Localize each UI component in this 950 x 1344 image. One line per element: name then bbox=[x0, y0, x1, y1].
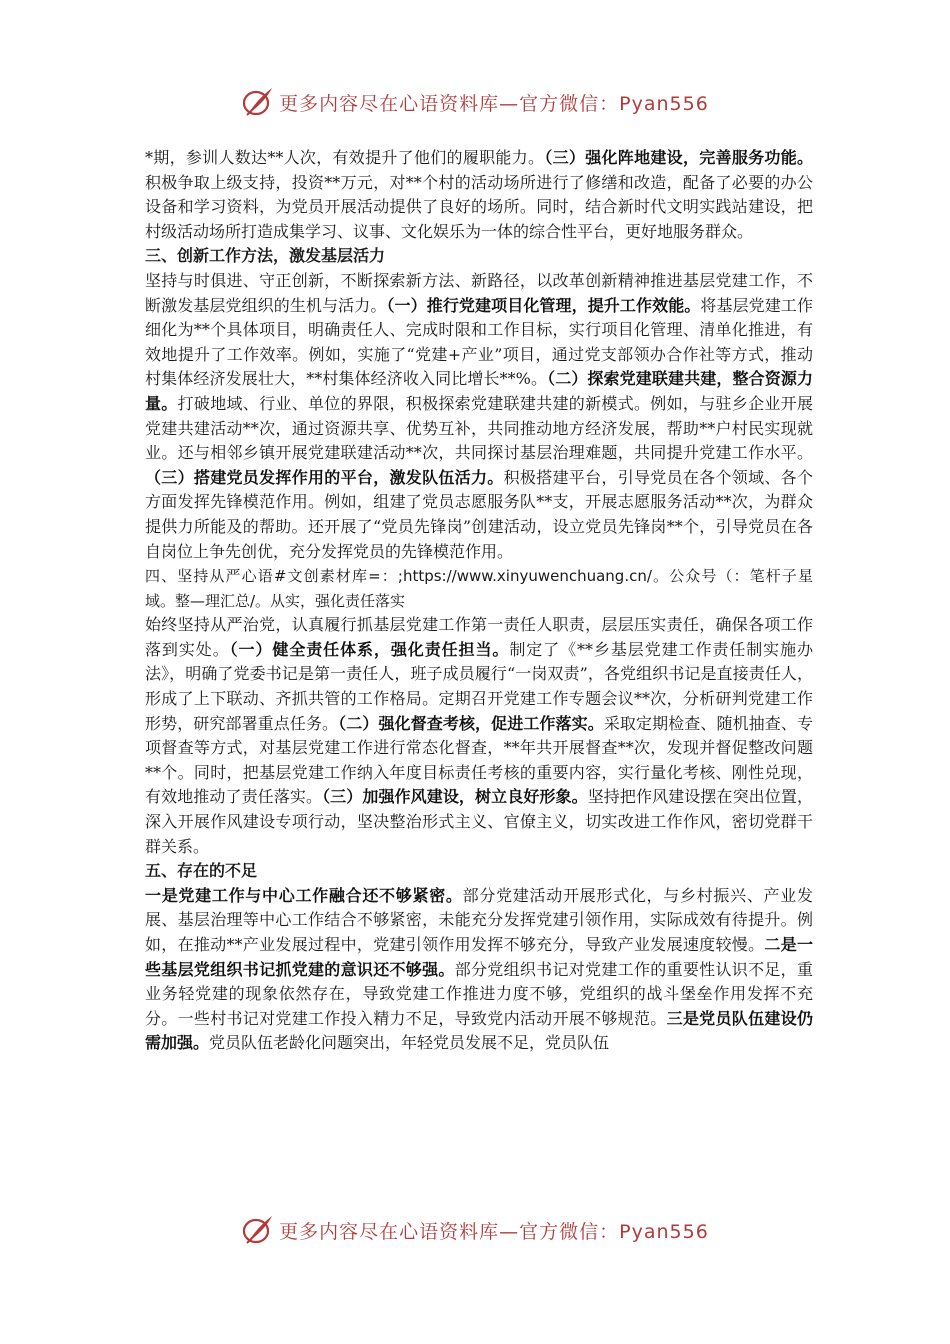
header-watermark-banner bbox=[0, 82, 950, 122]
quill-pen-logo-icon bbox=[241, 1213, 275, 1247]
text-run: 部分党组织书记对党建工作的重要性认识不足，重业务轻党建的现象依然存在，导致党建工作推进力度不够，党组织的战斗堡垒作用发挥不充分。一些村书记对党建工作投入精力不足，导致党内活动开展不够规范。 bbox=[145, 959, 813, 1028]
paragraph-1 bbox=[145, 146, 813, 244]
bold-run: 三是党员队伍建设仍需加强。 bbox=[145, 1008, 813, 1053]
text-run: 坚持把作风建设摆在突出位置，深入开展作风建设专项行动，坚决整治形式主义、官僚主义，切实改进工作作风，密切党群干群关系。 bbox=[145, 787, 813, 856]
text-run: *期，参训人数达**人次，有效提升了他们的履职能力。 bbox=[145, 148, 545, 167]
bold-run: （二）强化督查考核，促进工作落实。 bbox=[338, 713, 604, 733]
quill-pen-logo-icon bbox=[241, 85, 275, 119]
bold-run: （一）健全责任体系，强化责任担当。 bbox=[229, 639, 510, 659]
bold-run: （二）探索党建联建共建，整合资源力量。 bbox=[145, 369, 813, 413]
bold-run: 二是一些基层党组织书记抓党建的意识还不够强。 bbox=[145, 935, 813, 979]
bold-run: 一是党建工作与中心工作融合还不够紧密。 bbox=[145, 885, 463, 905]
text-run: 始终坚持从严治党，认真履行抓基层党建工作第一责任人职责，层层压实责任，确保各项工作落到实处。 bbox=[145, 615, 813, 659]
paragraph-2 bbox=[145, 269, 813, 564]
section-heading-4: 四、坚持从严心语#文创素材库=：;https://www.xinyuwenchuang.cn/。公众号（：笔杆子星域。整—理汇总/。从实，强化责任落实 bbox=[145, 567, 813, 610]
text-run: 打破地域、行业、单位的界限，积极探索党建联建共建的新模式。例如，与驻乡企业开展党建共建活动**次，通过资源共享、优势互补，共同推动地方经济发展，帮助**户村民实现就业。还与相邻乡镇开展党建联建活动**次，共同探讨基层治理难题，共同提升党建工作水平。 bbox=[145, 393, 813, 463]
text-run: 积极搭建平台，引导党员在各个领域、各个方面发挥先锋模范作用。例如，组建了党员志愿服务队**支，开展志愿服务活动**次，为群众提供力所能及的帮助。还开展了“党员先锋岗”创建活动，设立党员先锋岗**个，引导党员在各自岗位上争先创优，充分发挥党员的先锋模范作用。 bbox=[145, 467, 813, 561]
watermark-text: 更多内容尽在心语资料库—官方微信：Pyan556 bbox=[279, 92, 709, 115]
document-body bbox=[145, 146, 813, 1056]
bold-run: （三）加强作风建设，树立良好形象。 bbox=[322, 787, 588, 807]
text-run: 将基层党建工作细化为**个具体项目，明确责任人、完成时限和工作目标，实行项目化管理、清单化推进，有效地提升了工作效率。例如，实施了“党建+产业”项目，通过党支部领办合作社等方式，推动村集体经济发展壮大，**村集体经济收入同比增长**%。 bbox=[145, 295, 813, 389]
footer-watermark-banner bbox=[0, 1210, 950, 1250]
bold-run: （三）强化阵地建设，完善服务功能。 bbox=[544, 148, 813, 167]
section-heading-5: 五、存在的不足 bbox=[145, 861, 258, 881]
bold-run: （一）推行党建项目化管理，提升工作效能。 bbox=[386, 295, 701, 315]
text-run: 制定了《**乡基层党建工作责任制实施办法》，明确了党委书记是第一责任人，班子成员履行“一岗双责”，各党组织书记是直接责任人，形成了上下联动、齐抓共管的工作格局。定期召开党建工作专题会议**次，分析研判党建工作形势，研究部署重点任务。 bbox=[145, 639, 813, 733]
text-run: 坚持与时俱进、守正创新，不断探索新方法、新路径，以改革创新精神推进基层党建工作，不断激发基层党组织的生机与活力。 bbox=[145, 270, 813, 315]
paragraph-4 bbox=[145, 884, 813, 1056]
watermark-text: 更多内容尽在心语资料库—官方微信：Pyan556 bbox=[279, 1220, 709, 1243]
paragraph-3 bbox=[145, 613, 813, 859]
text-run: 积极争取上级支持，投资**万元，对**个村的活动场所进行了修缮和改造，配备了必要的办公设备和学习资料，为党员开展活动提供了良好的场所。同时，结合新时代文明实践站建设，把村级活动场所打造成集学习、议事、文化娱乐为一体的综合性平台，更好地服务群众。 bbox=[145, 172, 813, 241]
text-run: 党员队伍老龄化问题突出，年轻党员发展不足，党员队伍 bbox=[209, 1033, 610, 1053]
section-heading-3: 三、创新工作方法，激发基层活力 bbox=[145, 246, 386, 266]
text-run: 采取定期检查、随机抽查、专项督查等方式，对基层党建工作进行常态化督查，**年共开展督查**次，发现并督促整改问题**个。同时，把基层党建工作纳入年度目标责任考核的重要内容，实行量化考核、刚性兑现，有效地推动了责任落实。 bbox=[145, 713, 813, 807]
text-run: 部分党建活动开展形式化，与乡村振兴、产业发展、基层治理等中心工作结合不够紧密，未能充分发挥党建引领作用，实际成效有待提升。例如，在推动**产业发展过程中，党建引领作用发挥不够充分，导致产业发展速度较慢。 bbox=[145, 885, 813, 954]
bold-run: （三）搭建党员发挥作用的平台，激发队伍活力。 bbox=[145, 467, 504, 487]
